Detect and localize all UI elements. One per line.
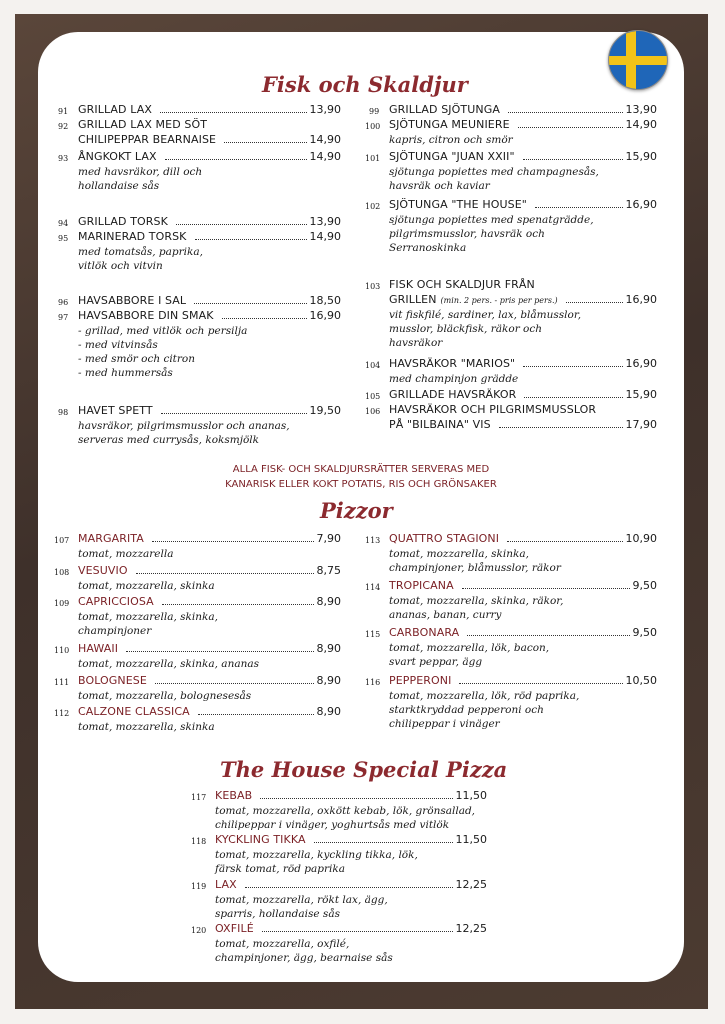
- item-price: 8,90: [316, 705, 341, 718]
- price-leader: [155, 683, 314, 684]
- menu-item[interactable]: [365, 388, 657, 403]
- menu-item[interactable]: [58, 294, 341, 309]
- item-price: 16,90: [309, 309, 341, 322]
- item-name: HAVSABBORE DIN SMAK: [78, 309, 214, 322]
- item-number: 119: [191, 882, 207, 891]
- menu-item[interactable]: [54, 532, 341, 561]
- item-line: [78, 294, 341, 309]
- item-price: 15,90: [625, 388, 657, 401]
- item-description: vit fiskfilé, sardiner, lax, blåmusslor,: [389, 309, 582, 321]
- item-description: musslor, bläckfisk, räkor och: [389, 323, 543, 335]
- item-line: [78, 309, 341, 324]
- price-leader: [524, 397, 622, 398]
- item-price: 13,90: [309, 215, 341, 228]
- menu-item[interactable]: [365, 198, 657, 255]
- item-description: sparris, hollandaise sås: [215, 907, 340, 920]
- item-name: OXFILÉ: [215, 922, 254, 935]
- item-description: tomat, mozzarella, oxfilé,: [215, 937, 350, 950]
- item-number: 103: [365, 282, 381, 291]
- item-name: GRILLEN: [389, 292, 437, 306]
- item-line: [389, 418, 657, 433]
- item-name: GRILLAD LAX MED SÖT: [78, 118, 208, 131]
- price-leader: [507, 541, 622, 542]
- menu-item[interactable]: [58, 230, 341, 273]
- price-leader: [459, 683, 622, 684]
- item-price: 12,25: [455, 878, 487, 891]
- item-line: [389, 532, 657, 547]
- item-name: KEBAB: [215, 789, 253, 802]
- menu-item[interactable]: [365, 579, 657, 622]
- item-price: 14,90: [309, 132, 341, 146]
- fish-footnote: ALLA FISK- OCH SKALDJURSRÄTTER SERVERAS MED KANARISK ELLER KOKT POTATIS, RIS OCH GRÖNSAKER: [225, 464, 497, 490]
- item-name: LAX: [215, 878, 237, 891]
- item-line: [389, 293, 657, 309]
- item-description: havsräk och kaviar: [389, 179, 490, 192]
- item-number: 120: [191, 926, 207, 935]
- item-description: tomat, mozzarella, oxkött kebab, lök, grönsallad,: [215, 804, 476, 817]
- price-leader: [262, 931, 453, 932]
- item-line: [78, 215, 341, 230]
- item-price: 9,50: [632, 579, 657, 592]
- item-price: 11,50: [455, 789, 487, 802]
- menu-item[interactable]: [58, 118, 341, 147]
- item-number: 101: [365, 154, 381, 163]
- item-number: 110: [54, 646, 70, 655]
- item-line: [389, 357, 657, 372]
- price-leader: [499, 427, 623, 428]
- item-name: GRILLADE HAVSRÄKOR: [389, 388, 517, 401]
- price-leader: [260, 798, 452, 799]
- item-name: VESUVIO: [78, 564, 128, 577]
- item-price: 13,90: [625, 103, 657, 116]
- menu-item[interactable]: [58, 215, 341, 230]
- price-leader: [165, 159, 307, 160]
- item-price: 10,90: [625, 532, 657, 545]
- menu-item[interactable]: [191, 833, 487, 876]
- menu-item[interactable]: [365, 674, 657, 731]
- item-name: GRILLAD LAX: [78, 103, 152, 116]
- item-number: 107: [54, 536, 70, 545]
- menu-item[interactable]: [54, 595, 341, 638]
- item-description: tomat, mozzarella, lök, bacon,: [389, 641, 550, 654]
- item-description: chilipeppar i vinäger: [389, 717, 500, 730]
- item-description: tomat, mozzarella, skinka, räkor,: [389, 594, 564, 607]
- item-description: tomat, mozzarella: [78, 547, 174, 560]
- item-line: [78, 404, 341, 419]
- item-description: tomat, mozzarella, skinka,: [78, 610, 218, 623]
- item-name: MARINERAD TORSK: [78, 230, 187, 243]
- item-number: 111: [54, 678, 70, 687]
- item-description: tomat, mozzarella, skinka, ananas: [78, 657, 260, 670]
- item-description: champinjoner, blåmusslor, räkor: [389, 561, 561, 574]
- item-description: med havsräkor, dill och: [78, 165, 203, 178]
- item-description: hollandaise sås: [78, 179, 160, 192]
- menu-item[interactable]: [365, 278, 657, 350]
- item-description: - med hummersås: [78, 366, 173, 379]
- menu-item[interactable]: [365, 626, 657, 669]
- item-line: [78, 230, 341, 245]
- price-leader: [518, 127, 623, 128]
- item-description: - grillad, med vitlök och persilja: [78, 324, 248, 337]
- item-price: 8,90: [316, 595, 341, 608]
- item-description: kapris, citron och smör: [389, 133, 513, 146]
- item-description: havsräkor: [389, 337, 443, 349]
- price-leader: [162, 604, 314, 605]
- menu-item[interactable]: [365, 150, 657, 193]
- price-leader: [467, 635, 629, 636]
- item-line: [78, 595, 341, 610]
- section-title-fisk: Fisk och Skaldjur: [262, 72, 468, 97]
- item-description: tomat, mozzarella, skinka: [78, 720, 215, 733]
- price-leader: [523, 159, 623, 160]
- item-name: QUATTRO STAGIONI: [389, 532, 500, 545]
- item-number: 96: [58, 298, 69, 307]
- item-description: tomat, mozzarella, bolognesesås: [78, 689, 252, 702]
- item-name: HAVSRÄKOR "MARIOS": [389, 357, 516, 370]
- price-leader: [462, 588, 630, 589]
- item-description: tomat, mozzarella, kyckling tikka, lök,: [215, 848, 418, 861]
- item-note: (min. 2 pers. - pris per pers.): [440, 295, 558, 305]
- item-number: 115: [365, 630, 381, 639]
- item-number: 93: [58, 154, 69, 163]
- item-price: 10,50: [625, 674, 657, 687]
- item-number: 112: [54, 709, 70, 718]
- item-line: [78, 150, 341, 165]
- item-line: [389, 579, 657, 594]
- price-leader: [314, 842, 453, 843]
- item-description: - med smör och citron: [78, 352, 196, 365]
- item-price: 8,75: [316, 564, 341, 577]
- item-description: starktkryddad pepperoni och: [389, 703, 544, 716]
- item-description: med tomatsås, paprika,: [78, 245, 203, 258]
- price-leader: [222, 318, 307, 319]
- item-name-line: [389, 403, 657, 418]
- item-name: GRILLAD SJÖTUNGA: [389, 103, 500, 116]
- price-leader: [176, 224, 307, 225]
- item-name: CHILIPEPPAR BEARNAISE: [78, 132, 217, 146]
- item-price: 7,90: [316, 532, 341, 545]
- item-line: [78, 133, 341, 148]
- item-number: 91: [58, 107, 69, 116]
- item-description: - med vitvinsås: [78, 338, 158, 351]
- item-name: ÅNGKOKT LAX: [78, 150, 157, 163]
- item-number: 104: [365, 361, 381, 370]
- item-number: 113: [365, 536, 381, 545]
- price-leader: [523, 366, 622, 367]
- item-name: PÅ "BILBAINA" VIS: [389, 417, 491, 431]
- item-line: [215, 833, 487, 848]
- item-price: 14,90: [309, 150, 341, 163]
- item-price: 16,90: [625, 292, 657, 306]
- item-number: 108: [54, 568, 70, 577]
- item-line: [78, 705, 341, 720]
- item-price: 14,90: [625, 118, 657, 131]
- item-name-line: [389, 278, 657, 293]
- price-leader: [161, 413, 307, 414]
- menu-item[interactable]: [365, 357, 657, 386]
- menu-item[interactable]: [191, 789, 487, 832]
- menu-item[interactable]: [58, 309, 341, 380]
- item-number: 109: [54, 599, 70, 608]
- item-number: 97: [58, 313, 69, 322]
- item-number: 94: [58, 219, 69, 228]
- item-description: svart peppar, ägg: [389, 655, 483, 668]
- item-name: GRILLAD TORSK: [78, 215, 168, 228]
- item-description: chilipeppar i vinäger, yoghurtsås med vitlök: [215, 818, 450, 831]
- item-description: färsk tomat, röd paprika: [215, 862, 346, 875]
- price-leader: [508, 112, 623, 113]
- item-number: 114: [365, 583, 381, 592]
- price-leader: [152, 541, 314, 542]
- section-title-house: The House Special Pizza: [220, 757, 508, 782]
- menu-item[interactable]: [58, 404, 341, 447]
- price-leader: [136, 573, 314, 574]
- section-title-pizzor: Pizzor: [320, 498, 393, 523]
- item-price: 18,50: [309, 294, 341, 307]
- item-description: sjötunga popiettes med spenatgrädde,: [389, 213, 594, 226]
- menu-item[interactable]: [365, 403, 657, 432]
- item-line: [389, 150, 657, 165]
- item-price: 14,90: [309, 230, 341, 243]
- price-leader: [198, 714, 314, 715]
- item-line: [215, 922, 487, 937]
- price-leader: [535, 207, 623, 208]
- item-price: 16,90: [625, 198, 657, 211]
- menu-item[interactable]: [191, 878, 487, 921]
- item-line: [389, 198, 657, 213]
- item-line: [215, 878, 487, 893]
- item-line: [215, 789, 487, 804]
- item-description: sjötunga popiettes med champagnesås,: [389, 165, 599, 178]
- item-line: [389, 103, 657, 118]
- item-price: 13,90: [309, 103, 341, 116]
- item-description: tomat, mozzarella, skinka,: [389, 547, 529, 560]
- item-description: havsräkor, pilgrimsmusslor och ananas,: [78, 419, 290, 432]
- swedish-flag-icon[interactable]: [608, 30, 668, 90]
- item-name: SJÖTUNGA "JUAN XXII": [389, 150, 515, 163]
- item-description: champinjoner, ägg, bearnaise sås: [215, 951, 393, 964]
- item-number: 92: [58, 122, 69, 131]
- item-name: PEPPERONI: [389, 674, 452, 687]
- item-name: SJÖTUNGA "THE HOUSE": [389, 198, 527, 211]
- item-name: TROPICANA: [389, 579, 454, 592]
- item-description: ananas, banan, curry: [389, 608, 502, 621]
- item-description: tomat, mozzarella, lök, röd paprika,: [389, 689, 580, 702]
- price-leader: [195, 239, 307, 240]
- menu-item[interactable]: [365, 118, 657, 147]
- item-price: 11,50: [455, 833, 487, 846]
- item-number: 106: [365, 407, 381, 416]
- item-description: med champinjon grädde: [389, 372, 519, 385]
- price-leader: [194, 303, 306, 304]
- item-line: [389, 388, 657, 403]
- item-number: 95: [58, 234, 69, 243]
- item-name-line: [78, 118, 341, 133]
- item-line: [78, 532, 341, 547]
- menu-item[interactable]: [58, 103, 341, 118]
- price-leader: [566, 302, 623, 303]
- price-leader: [245, 887, 453, 888]
- item-name: HAVET SPETT: [78, 404, 153, 417]
- item-description: pilgrimsmusslor, havsräk och: [389, 227, 545, 240]
- item-description: champinjoner: [78, 624, 152, 637]
- item-description: tomat, mozzarella, rökt lax, ägg,: [215, 893, 388, 906]
- item-name: HAVSABBORE I SAL: [78, 294, 187, 307]
- item-price: 17,90: [625, 417, 657, 431]
- menu-item[interactable]: [54, 705, 341, 734]
- item-number: 102: [365, 202, 381, 211]
- item-name: CARBONARA: [389, 626, 460, 639]
- price-leader: [224, 142, 306, 143]
- item-name: CAPRICCIOSA: [78, 595, 154, 608]
- menu-item[interactable]: [369, 103, 657, 118]
- item-number: 105: [365, 392, 381, 401]
- item-line: [78, 564, 341, 579]
- item-number: 99: [369, 107, 380, 116]
- item-name: CALZONE CLASSICA: [78, 705, 190, 718]
- item-name: KYCKLING TIKKA: [215, 833, 306, 846]
- item-price: 9,50: [632, 626, 657, 639]
- price-leader: [126, 651, 313, 652]
- item-line: [389, 118, 657, 133]
- item-line: [78, 642, 341, 657]
- menu-item[interactable]: [191, 922, 487, 965]
- item-description: Serranoskinka: [389, 241, 467, 254]
- item-name: HAWAII: [78, 642, 119, 655]
- price-leader: [160, 112, 307, 113]
- item-line: [78, 103, 341, 118]
- menu-item[interactable]: [58, 150, 341, 193]
- menu-item[interactable]: [365, 532, 657, 575]
- item-number: 100: [365, 122, 381, 131]
- item-price: 15,90: [625, 150, 657, 163]
- menu-item[interactable]: [54, 642, 341, 671]
- item-name: BOLOGNESE: [78, 674, 147, 687]
- item-number: 117: [191, 793, 207, 802]
- item-price: 8,90: [316, 674, 341, 687]
- item-number: 98: [58, 408, 69, 417]
- item-price: 16,90: [625, 357, 657, 370]
- item-number: 118: [191, 837, 207, 846]
- item-description: serveras med currysås, koksmjölk: [78, 433, 260, 446]
- item-name: FISK OCH SKALDJUR FRÅN: [389, 278, 535, 291]
- item-line: [389, 674, 657, 689]
- item-name: HAVSRÄKOR OCH PILGRIMSMUSSLOR: [389, 403, 597, 416]
- menu-item[interactable]: [54, 674, 341, 703]
- item-name: MARGARITA: [78, 532, 144, 545]
- item-description: vitlök och vitvin: [78, 259, 163, 272]
- item-number: 116: [365, 678, 381, 687]
- item-name: SJÖTUNGA MEUNIERE: [389, 118, 510, 131]
- item-price: 8,90: [316, 642, 341, 655]
- item-line: [78, 674, 341, 689]
- item-price: 19,50: [309, 404, 341, 417]
- menu-item[interactable]: [54, 564, 341, 593]
- item-description: tomat, mozzarella, skinka: [78, 579, 215, 592]
- item-price: 12,25: [455, 922, 487, 935]
- item-line: [389, 626, 657, 641]
